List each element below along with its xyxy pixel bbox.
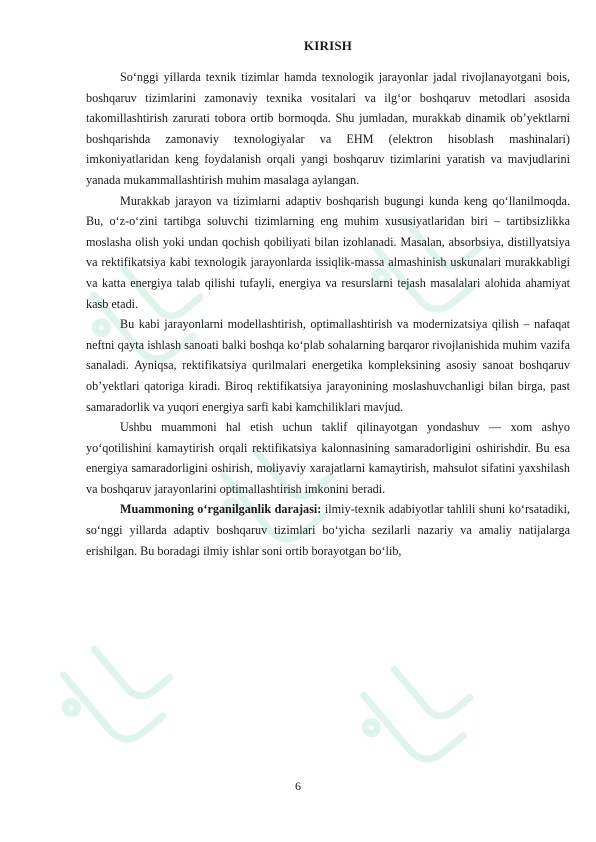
paragraph-5 [86,499,570,561]
paragraph-4-text: Ushbu muammoni hal etish uchun taklif qilinayotgan yondashuv — xom ashyo yo‘qotilishini kamaytirish orqali rektifikatsiya kalonnasining samaradorligini oshirishdir. Bu esa energiya samaradorligini oshirish, moliyaviy xarajatlarni kamaytirish, mahsulot sifatini yaxshilash va boshqaruv jarayonlarini optimallashtirish imkonini beradi. [86,420,570,496]
watermark-mark [348,644,486,782]
paragraph-5-text: ilmiy-texnik adabiyotlar tahlili shuni ko‘rsatadiki, so‘nggi yillarda adaptiv boshqaruv tizimlari bo‘yicha sezilarli nazariy va amaliy natijalarga erishilgan. Bu boradagi ilmiy ishlar soni ortib borayotgan bo‘lib, [86,502,570,558]
document-body [86,37,570,561]
section-title: KIRISH [303,38,353,53]
paragraph-5-lead: Muammoning o‘rganilganlik darajasi: [120,502,322,517]
watermark-mark [48,624,186,762]
paragraph-2-text: Murakkab jarayon va tizimlarni adaptiv boshqarish bugungi kunda keng qo‘llanilmoqda. Bu, o‘z-o‘zini tartibga soluvchi tizimlarning eng muhim xususiyatlaridan biri – tartibsizlikka moslasha olish yoki undan qochish qobiliyati bilan izohlanadi. Masalan, absorbsiya, distillyatsiya va rektifikatsiya kabi texnologik jarayonlarda issiqlik-massa almashinish uskunalari murakkabligi va katta energiya talab qilishi tufayli, energiya va resurslarni tejash masalalari alohida ahamiyat kasb etadi. [86,193,570,311]
page-number: 6 [295,779,301,793]
paragraph-3-text: Bu kabi jarayonlarni modellashtirish, optimallashtirish va modernizatsiya qilish – nafaqat neftni qayta ishlash sanoati balki boshqa ko‘plab sohalarning barqaror rivojlanishida muhim vazifa sanaladi. Ayniqsa, rektifikatsiya qurilmalari energetika kompleksining asosiy sanoat boshqaruv ob’yektlari qatoriga kiradi. Biroq rektifikatsiya jarayonining moslashuvchanligi bilan birga, past samaradorlik va yuqori energiya sarfi kabi kamchiliklari mavjud. [86,317,570,414]
paragraph-1 [86,67,570,191]
paragraph-1-text: So‘nggi yillarda texnik tizimlar hamda texnologik jarayonlar jadal rivojlanayotgani bois, boshqaruv tizimlarini zamonaviy texnika vositalari va ilg‘or boshqaruv metodlari asosida takomillashtirish zarurati tobora ortib bormoqda. Shu jumladan, murakkab dinamik ob’yektlarni boshqarishda zamonaviy texnologiyalar va EHM (elektron hisoblash mashinalari) imkoniyatlaridan keng foydalanish orqali yangi boshqaruv tizimlarini yaratish va mavjudlarini yanada mukammallashtirish muhim masalaga aylangan. [86,70,570,187]
paragraph-2 [86,191,570,315]
paragraph-4 [86,417,570,499]
paragraph-3 [86,314,570,417]
